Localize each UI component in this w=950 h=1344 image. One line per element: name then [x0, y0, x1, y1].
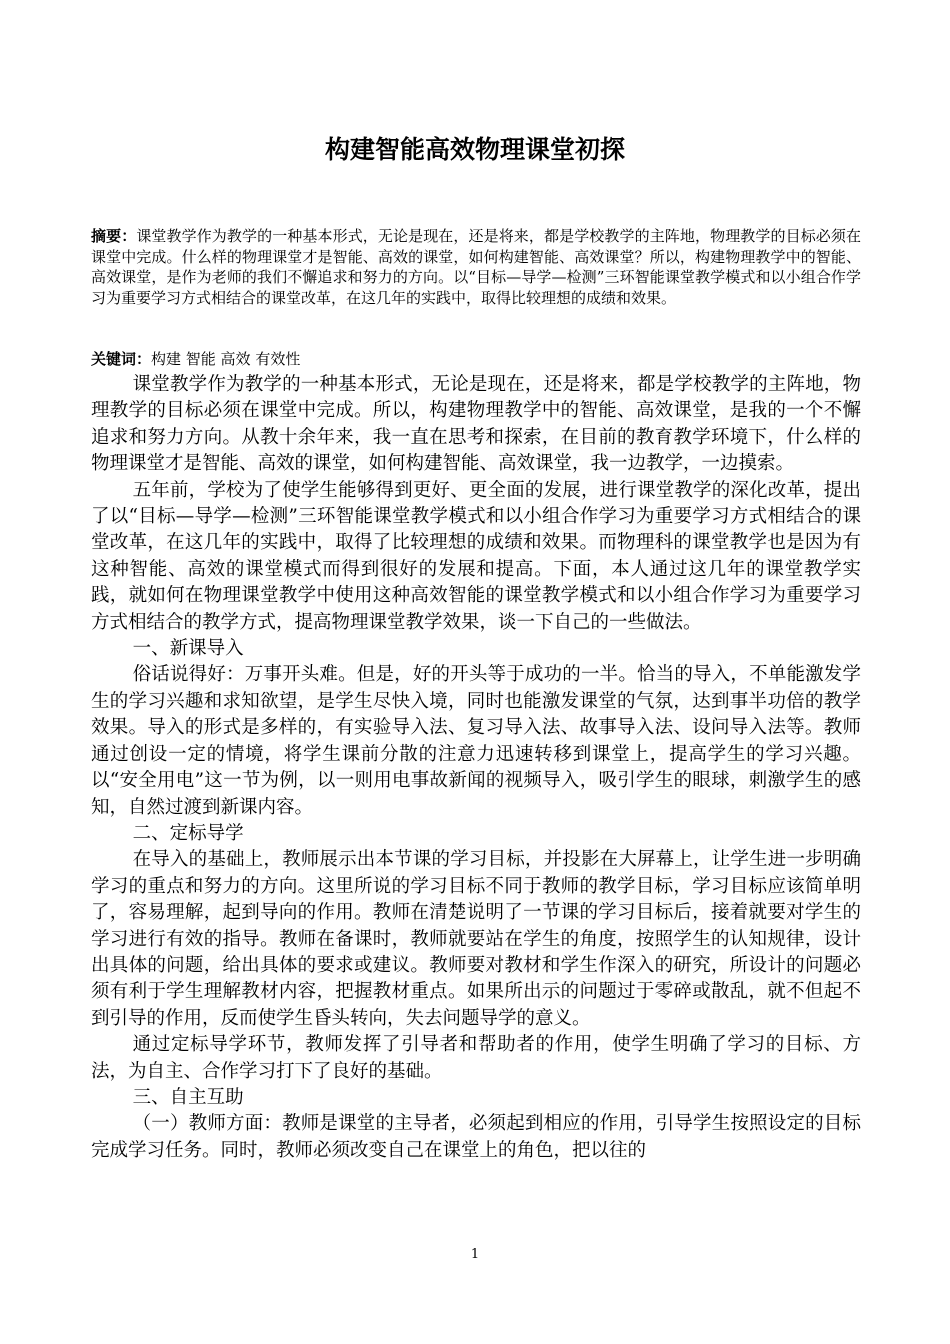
section-heading: 二、定标导学 — [132, 822, 244, 844]
paragraph: 通过定标导学环节，教师发挥了引导者和帮助者的作用，使学生明确了学习的目标、方法，为自主、合作学习打下了良好的基础。 — [91, 1034, 861, 1082]
paragraph: 五年前，学校为了使学生能够得到更好、更全面的发展，进行课堂教学的深化改革，提出了以“目标—导学—检测”三环智能课堂教学模式和以小组合作学习为重要学习方式相结合的课堂改革，在这几年的实践中，取得了比较理想的成绩和效果。而物理科的课堂教学也是因为有这种智能、高效的课堂模式而得到很好的发展和提高。下面，本人通过这几年的课堂教学实践，就如何在物理课堂教学中使用这种高效智能的课堂教学模式和以小组合作学习为重要学习方式相结合的教学方式，提高物理课堂教学效果，谈一下自己的一些做法。 — [91, 479, 861, 633]
section-heading: 三、自主互助 — [132, 1086, 244, 1108]
paragraph: 俗话说得好：万事开头难。但是，好的开头等于成功的一半。恰当的导入，不单能激发学生的学习兴趣和求知欲望，是学生尽快入境，同时也能激发课堂的气氛，达到事半功倍的教学效果。导入的形式是多样的，有实验导入法、复习导入法、故事导入法、设问导入法等。教师通过创设一定的情境，将学生课前分散的注意力迅速转移到课堂上，提高学生的学习兴趣。以“安全用电”这一节为例，以一则用电事故新闻的视频导入，吸引学生的眼球，刺激学生的感知，自然过渡到新课内容。 — [91, 664, 861, 818]
body-text — [91, 372, 861, 1164]
page-number: 1 — [470, 1247, 480, 1262]
section-heading: 一、新课导入 — [132, 638, 244, 660]
abstract-label: 摘要： — [91, 227, 137, 245]
keywords-text: 构建 智能 高效 有效性 — [151, 350, 301, 368]
paragraph: 课堂教学作为教学的一种基本形式，无论是现在，还是将来，都是学校教学的主阵地，物理教学的目标必须在课堂中完成。所以，构建物理教学中的智能、高效课堂，是我的一个不懈追求和努力方向。从教十余年来，我一直在思考和探索，在目前的教育教学环境下，什么样的物理课堂才是智能、高效的课堂，如何构建智能、高效课堂，我一边教学，一边摸索。 — [91, 374, 861, 475]
keywords-label: 关键词： — [91, 350, 152, 368]
abstract-text: 课堂教学作为教学的一种基本形式，无论是现在，还是将来，都是学校教学的主阵地，物理教学的目标必须在课堂中完成。什么样的物理课堂才是智能、高效的课堂，如何构建智能、高效课堂？所以，构建物理教学中的智能、高效课堂，是作为老师的我们不懈追求和努力的方向。以“目标—导学—检测”三环智能课堂教学模式和以小组合作学习为重要学习方式相结合的课堂改革，在这几年的实践中，取得比较理想的成绩和效果。 — [91, 227, 861, 307]
paragraph: （一）教师方面：教师是课堂的主导者，必须起到相应的作用，引导学生按照设定的目标完成学习任务。同时，教师必须改变自己在课堂上的角色，把以往的 — [91, 1113, 861, 1161]
paragraph: 在导入的基础上，教师展示出本节课的学习目标，并投影在大屏幕上，让学生进一步明确学习的重点和努力的方向。这里所说的学习目标不同于教师的教学目标，学习目标应该简单明了，容易理解，起到导向的作用。教师在清楚说明了一节课的学习目标后，接着就要对学生的学习进行有效的指导。教师在备课时，教师就要站在学生的角度，按照学生的认知规律，设计出具体的问题，给出具体的要求或建议。教师要对教材和学生作深入的研究，所设计的问题必须有利于学生理解教材内容，把握教材重点。如果所出示的问题过于零碎或散乱，就不但起不到引导的作用，反而使学生昏头转向，失去问题导学的意义。 — [91, 849, 861, 1029]
abstract — [91, 226, 861, 308]
keywords — [91, 349, 861, 369]
document-title: 构建智能高效物理课堂初探 — [324, 135, 625, 164]
